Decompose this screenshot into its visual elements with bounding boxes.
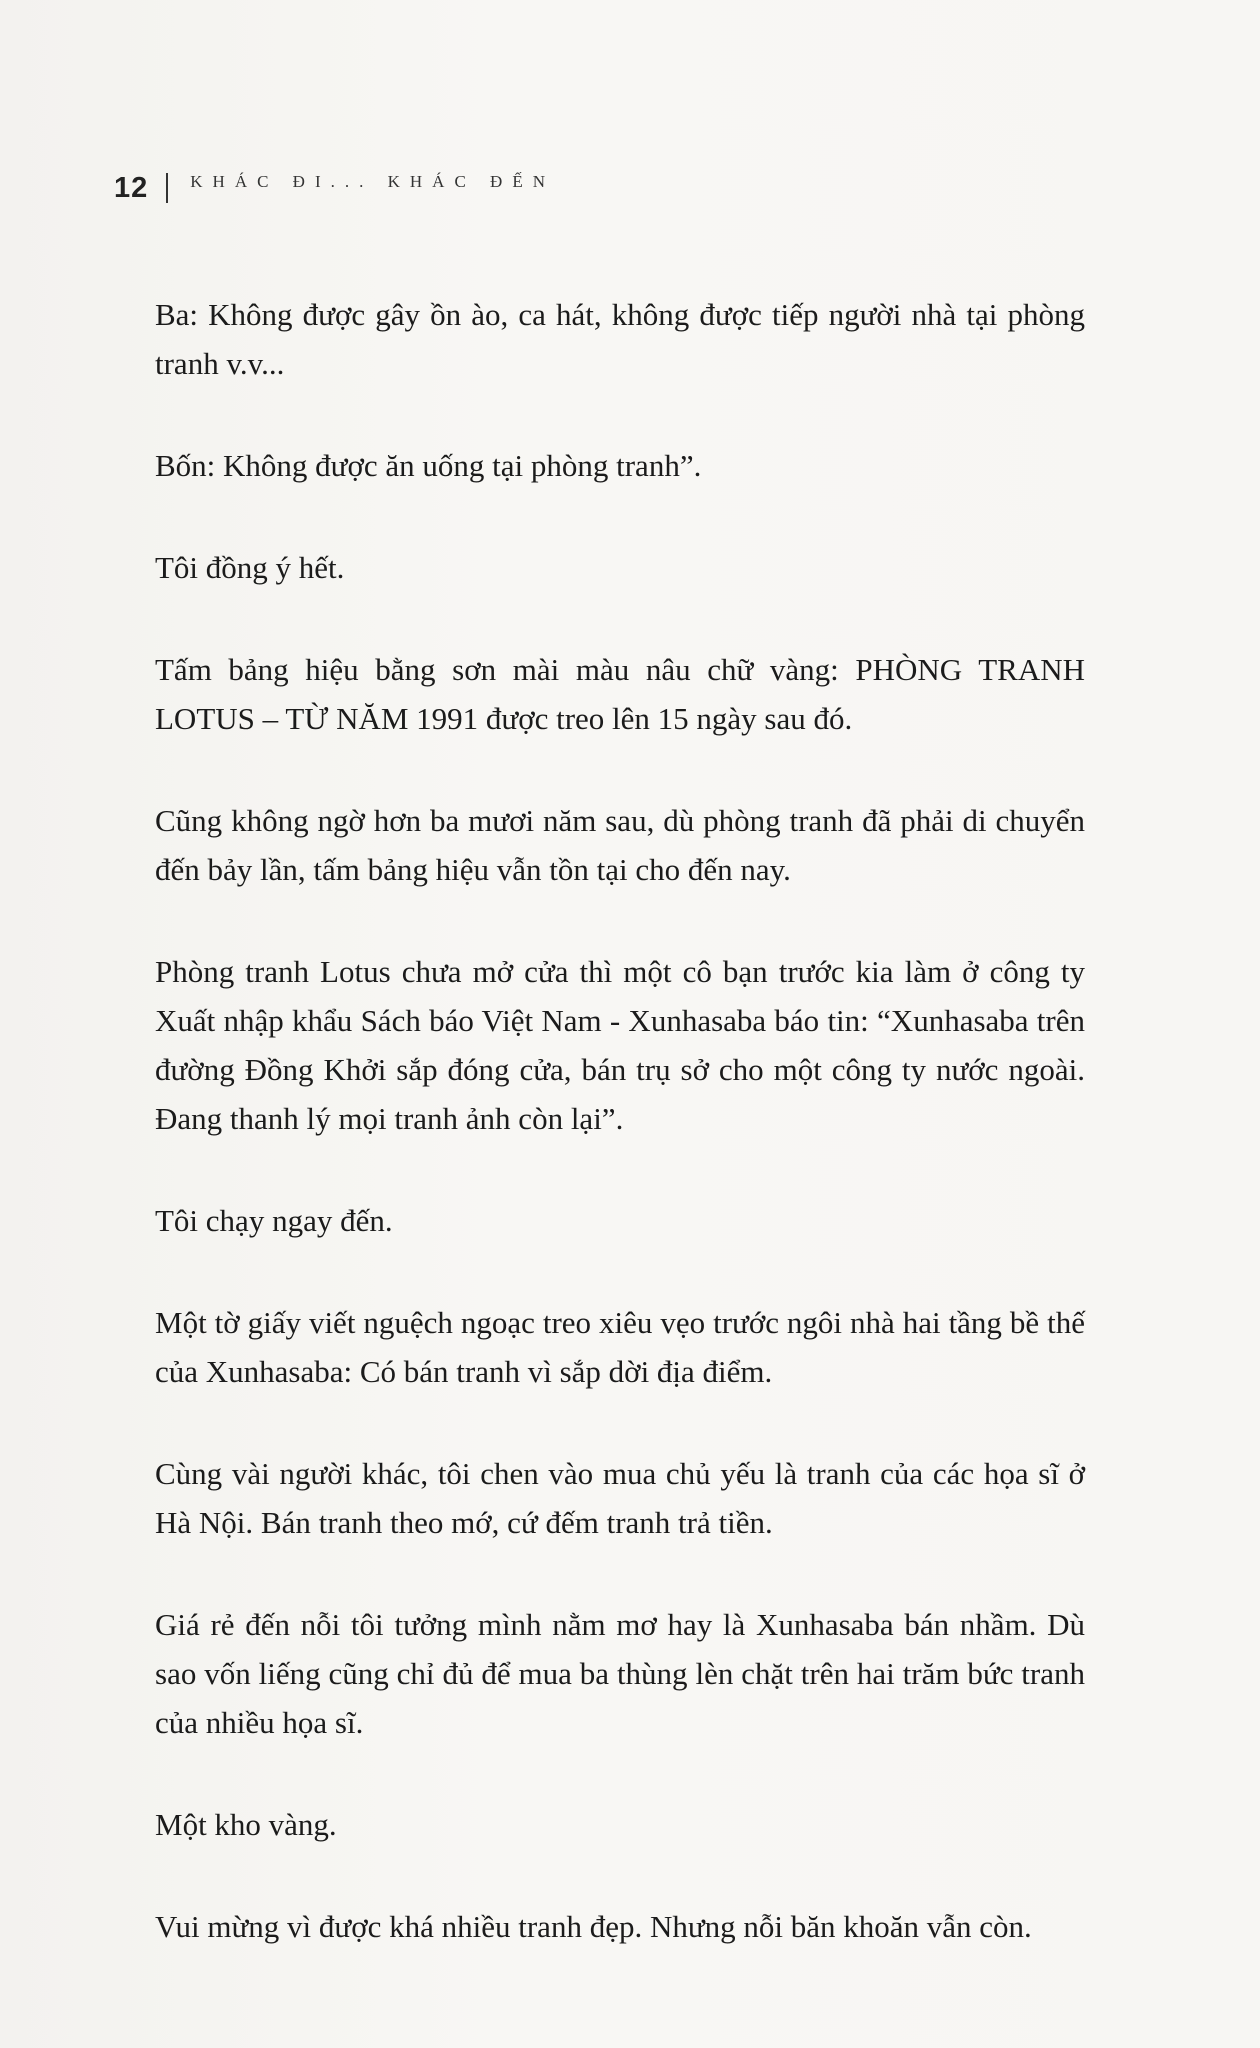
body-text: [155, 290, 1085, 1951]
paragraph: Một kho vàng.: [155, 1807, 337, 1842]
paragraph: Một tờ giấy viết nguệch ngoạc treo xiêu vẹo trước ngôi nhà hai tầng bề thế của Xunhasaba: Có bán tranh vì sắp dời địa điểm.: [155, 1305, 1085, 1389]
paragraph: Vui mừng vì được khá nhiều tranh đẹp. Nhưng nỗi băn khoăn vẫn còn.: [155, 1909, 1032, 1944]
paragraph: Ba: Không được gây ồn ào, ca hát, không được tiếp người nhà tại phòng tranh v.v...: [155, 297, 1085, 381]
paragraph: Phòng tranh Lotus chưa mở cửa thì một cô bạn trước kia làm ở công ty Xuất nhập khẩu Sách báo Việt Nam - Xunhasaba báo tin: “Xunhasaba trên đường Đồng Khởi sắp đóng cửa, bán trụ sở cho một công ty nước ngoài. Đang thanh lý mọi tranh ảnh còn lại”.: [155, 954, 1085, 1136]
paragraph: Tấm bảng hiệu bằng sơn mài màu nâu chữ vàng: PHÒNG TRANH LOTUS – TỪ NĂM 1991 được treo lên 15 ngày sau đó.: [155, 652, 1085, 736]
paragraph: Giá rẻ đến nỗi tôi tưởng mình nằm mơ hay là Xunhasaba bán nhầm. Dù sao vốn liếng cũng chỉ đủ để mua ba thùng lèn chặt trên hai trăm bức tranh của nhiều họa sĩ.: [155, 1607, 1085, 1740]
paragraph: Tôi đồng ý hết.: [155, 550, 345, 585]
paragraph: Cùng vài người khác, tôi chen vào mua chủ yếu là tranh của các họa sĩ ở Hà Nội. Bán tranh theo mớ, cứ đếm tranh trả tiền.: [155, 1456, 1085, 1540]
running-head: [114, 168, 555, 208]
paragraph: Bốn: Không được ăn uống tại phòng tranh”.: [155, 448, 702, 483]
running-title: KHÁC ĐI... KHÁC ĐẾN: [190, 172, 555, 191]
page-number: 12: [114, 171, 149, 204]
header-divider: [166, 173, 168, 203]
paragraph: Cũng không ngờ hơn ba mươi năm sau, dù phòng tranh đã phải di chuyển đến bảy lần, tấm bảng hiệu vẫn tồn tại cho đến nay.: [155, 803, 1085, 887]
paragraph: Tôi chạy ngay đến.: [155, 1203, 393, 1238]
